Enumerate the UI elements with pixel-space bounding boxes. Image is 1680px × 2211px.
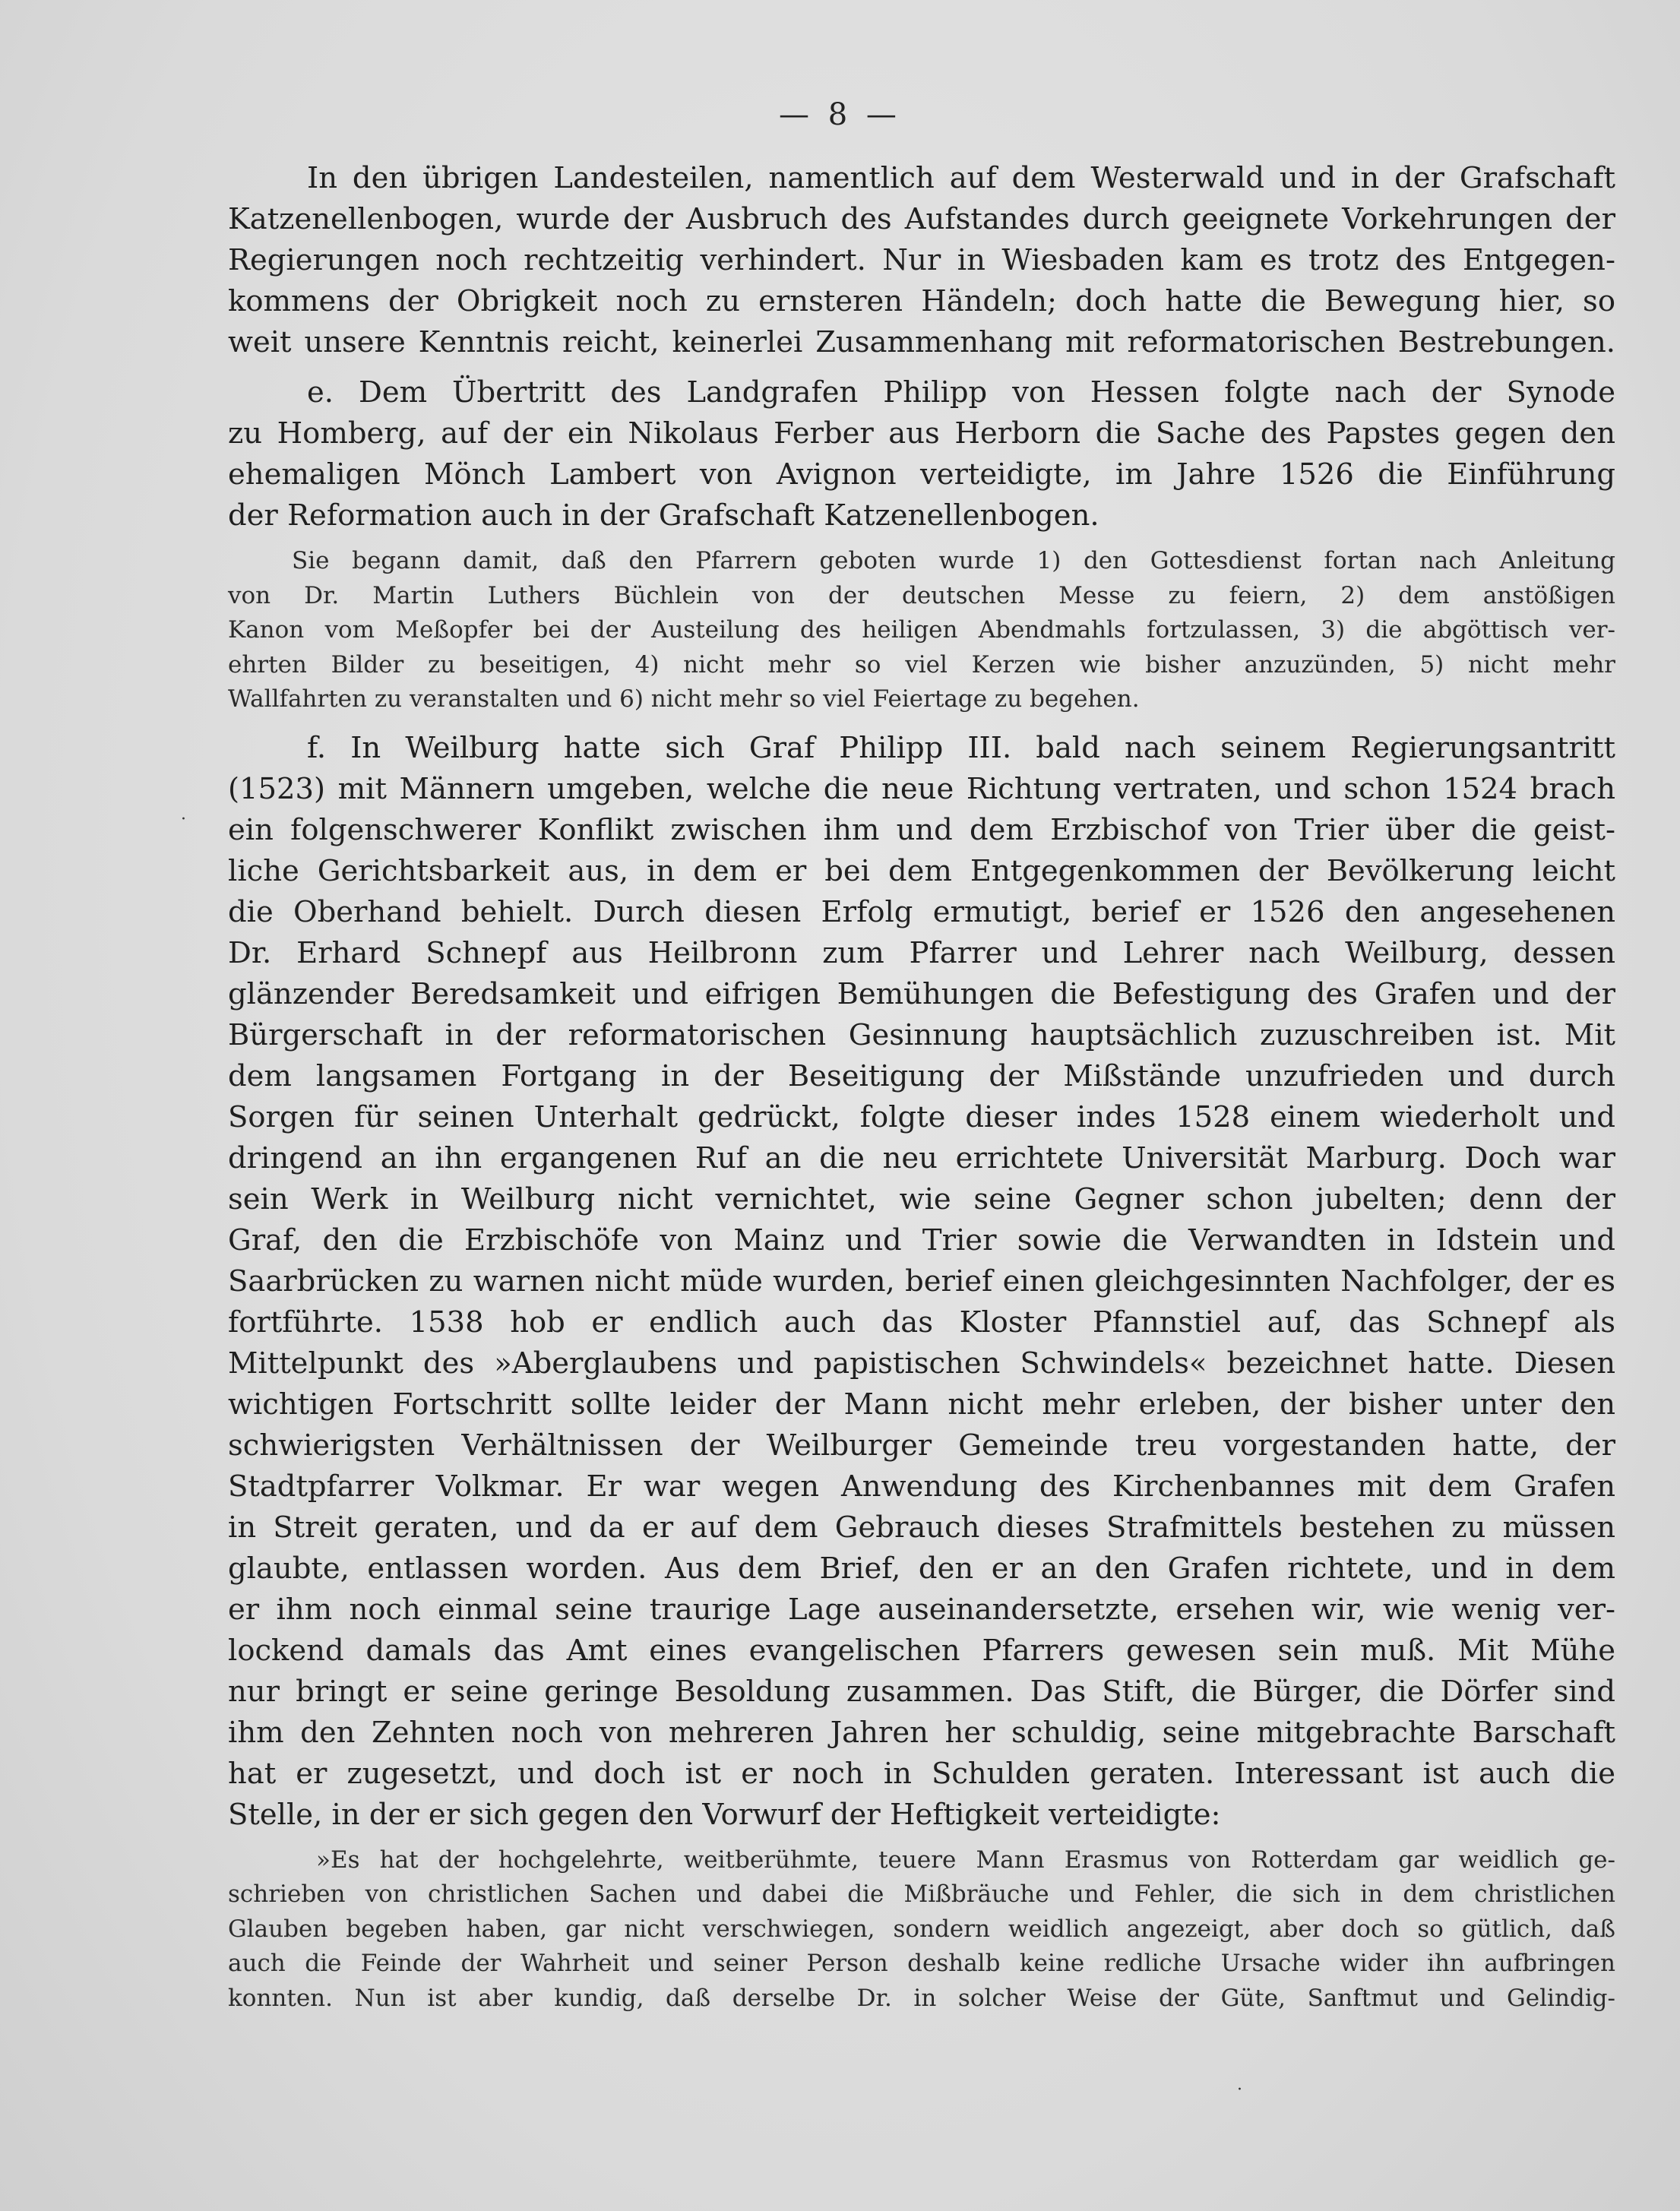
text-line: ihm den Zehnten noch von mehreren Jahren her schuldig, seine mitgebrachte Barschaft [228,1715,1615,1750]
text-line: f. In Weilburg hatte sich Graf Philipp III. bald nach seinem Regierungsantritt [307,730,1615,765]
note-paragraph-e [228,544,1615,717]
text-line: von Dr. Martin Luthers Büchlein von der deutschen Messe zu feiern, 2) dem anstößigen [228,581,1615,609]
text-line: die Oberhand behielt. Durch diesen Erfolg ermutigt, berief er 1526 den angesehenen [228,894,1615,929]
text-line: dem langsamen Fortgang in der Beseitigung der Mißstände unzufrieden und durch [228,1058,1615,1093]
text-line: Wallfahrten zu veranstalten und 6) nicht mehr so viel Feiertage zu begehen. [228,685,1140,713]
text-line: Saarbrücken zu warnen nicht müde wurden, berief einen gleichgesinnten Nachfolger, der es [228,1264,1615,1298]
text-line: nur bringt er seine geringe Besoldung zusammen. Das Stift, die Bürger, die Dörfer sind [228,1674,1615,1709]
text-line: kommens der Obrigkeit noch zu ernsteren Händeln; doch hatte die Bewegung hier, so [228,284,1615,318]
text-line: Sorgen für seinen Unterhalt gedrückt, folgte dieser indes 1528 einem wiederholt und [228,1099,1615,1134]
text-line: in Streit geraten, und da er auf dem Gebrauch dieses Strafmittels bestehen zu müssen [228,1510,1615,1545]
text-line: Bürgerschaft in der reformatorischen Gesinnung hauptsächlich zuzuschreiben ist. Mit [228,1017,1615,1052]
text-line: dringend an ihn ergangenen Ruf an die neu errichtete Universität Marburg. Doch war [228,1140,1615,1175]
text-line: Glauben begeben haben, gar nicht verschwiegen, sondern weidlich angezeigt, aber doch so gütlich, daß [228,1915,1615,1943]
text-line: sein Werk in Weilburg nicht vernichtet, wie seine Gegner schon jubelten; denn der [228,1181,1615,1216]
text-line: liche Gerichtsbarkeit aus, in dem er bei dem Entgegenkommen der Bevölkerung leicht [228,853,1615,888]
text-line: Stelle, in der er sich gegen den Vorwurf der Heftigkeit verteidigte: [228,1797,1221,1832]
ink-speck: · [1237,2080,1242,2099]
text-line: der Reformation auch in der Grafschaft Katzenellenbogen. [228,498,1099,533]
text-line: hat er zugesetzt, und doch ist er noch in Schulden geraten. Interessant ist auch die [228,1756,1615,1791]
text-line: Mittelpunkt des »Aberglaubens und papistischen Schwindels« bezeichnet hatte. Diesen [228,1346,1615,1381]
text-line: ehemaligen Mönch Lambert von Avignon verteidigte, im Jahre 1526 die Einführung [228,457,1615,492]
text-line: Kanon vom Meßopfer bei der Austeilung des heiligen Abendmahls fortzulassen, 3) die abgöttisch ver- [228,616,1615,644]
page-content [228,158,1615,2026]
text-line: »Es hat der hochgelehrte, weitberühmte, teuere Mann Erasmus von Rotterdam gar weidlich ge- [316,1846,1615,1874]
text-line: ehrten Bilder zu beseitigen, 4) nicht mehr so viel Kerzen wie bisher anzuzünden, 5) nicht mehr [228,650,1615,678]
text-line: Stadtpfarrer Volkmar. Er war wegen Anwendung des Kirchenbannes mit dem Grafen [228,1469,1615,1504]
text-line: (1523) mit Männern umgeben, welche die neue Richtung vertraten, und schon 1524 brach [228,771,1615,806]
text-line: Regierungen noch rechtzeitig verhindert. Nur in Wiesbaden kam es trotz des Entgegen- [228,243,1615,277]
text-line: Sie begann damit, daß den Pfarrern geboten wurde 1) den Gottesdienst fortan nach Anleitung [292,547,1615,574]
text-line: Dr. Erhard Schnepf aus Heilbronn zum Pfarrer und Lehrer nach Weilburg, dessen [228,935,1615,970]
text-line: wichtigen Fortschritt sollte leider der Mann nicht mehr erleben, der bisher unter den [228,1387,1615,1422]
paragraph-d-continuation [228,158,1615,363]
text-line: lockend damals das Amt eines evangelischen Pfarrers gewesen sein muß. Mit Mühe [228,1633,1615,1668]
text-line: weit unsere Kenntnis reicht, keinerlei Zusammenhang mit reformatorischen Bestrebungen. [228,325,1615,359]
text-line: Katzenellenbogen, wurde der Ausbruch des Aufstandes durch geeignete Vorkehrungen der [228,202,1615,236]
page-number: — 8 — [779,97,901,132]
ink-speck: · [181,810,186,829]
quote-erasmus [228,1843,1615,2016]
text-line: ein folgenschwerer Konflikt zwischen ihm und dem Erzbischof von Trier über die geist- [228,812,1615,847]
text-line: glänzender Beredsamkeit und eifrigen Bemühungen die Befestigung des Grafen und der [228,976,1615,1011]
text-line: konnten. Nun ist aber kundig, daß derselbe Dr. in solcher Weise der Güte, Sanftmut und Gelindig- [228,1984,1615,2012]
text-line: Graf, den die Erzbischöfe von Mainz und Trier sowie die Verwandten in Idstein und [228,1223,1615,1257]
text-line: fortführte. 1538 hob er endlich auch das Kloster Pfannstiel auf, das Schnepf als [228,1305,1615,1340]
text-line: er ihm noch einmal seine traurige Lage auseinandersetzte, ersehen wir, wie wenig ver- [228,1592,1615,1627]
paragraph-e [228,372,1615,536]
text-line: auch die Feinde der Wahrheit und seiner Person deshalb keine redliche Ursache wider ihn aufbringen [228,1950,1615,1977]
text-line: e. Dem Übertritt des Landgrafen Philipp von Hessen folgte nach der Synode [307,375,1615,410]
paragraph-f [228,728,1615,1836]
text-line: zu Homberg, auf der ein Nikolaus Ferber aus Herborn die Sache des Papstes gegen den [228,416,1615,451]
text-line: schwierigsten Verhältnissen der Weilburger Gemeinde treu vorgestanden hatte, der [228,1428,1615,1463]
text-line: In den übrigen Landesteilen, namentlich auf dem Westerwald und in der Grafschaft [307,161,1615,195]
text-line: glaubte, entlassen worden. Aus dem Brief, den er an den Grafen richtete, und in dem [228,1551,1615,1586]
text-line: schrieben von christlichen Sachen und dabei die Mißbräuche und Fehler, die sich in dem christlichen [228,1880,1615,1908]
